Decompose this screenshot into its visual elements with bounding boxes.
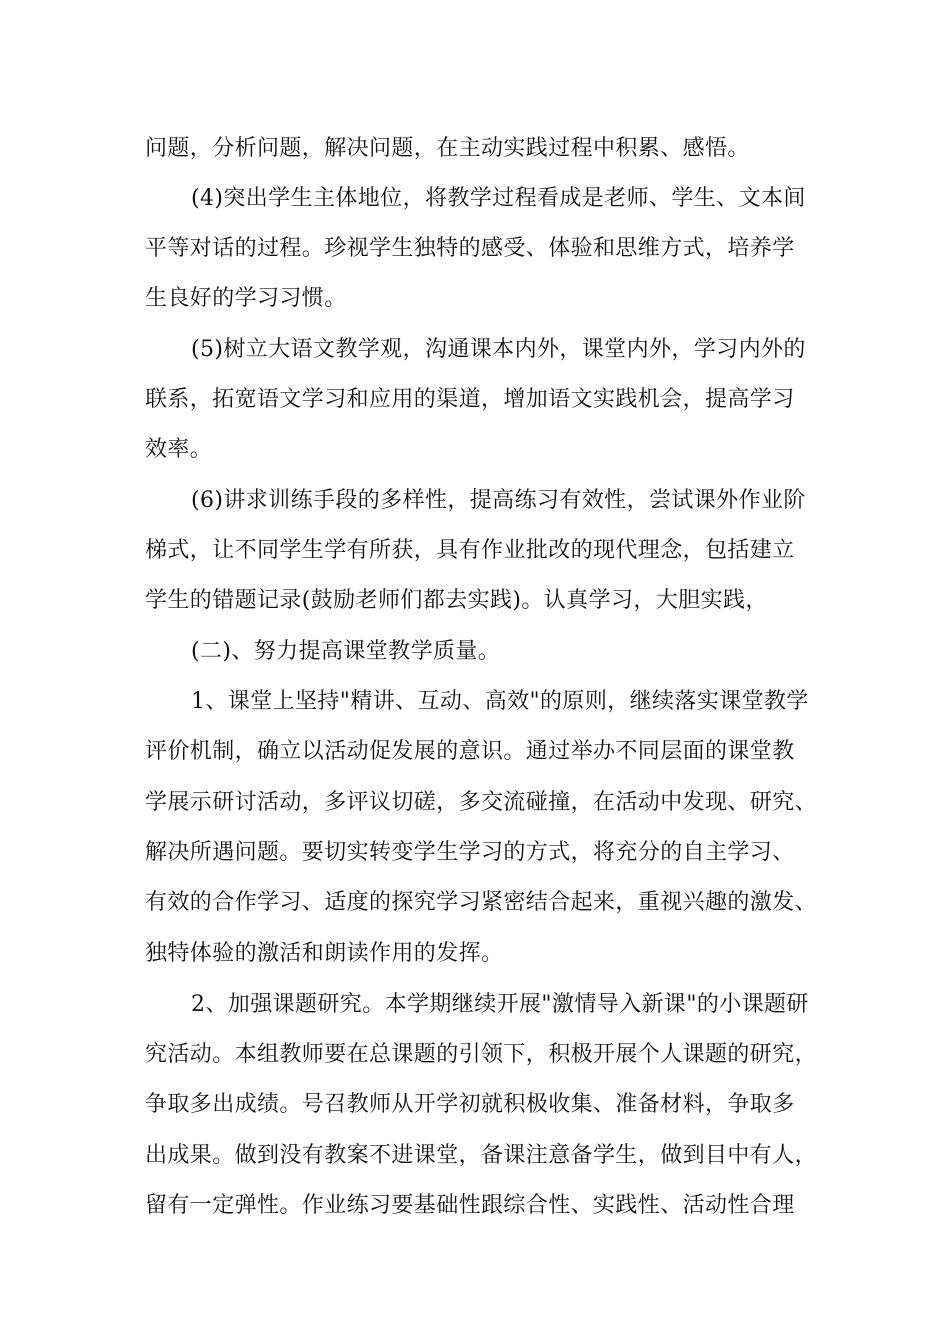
text-line: 联系，拓宽语文学习和应用的渠道，增加语文实践机会，提高学习 xyxy=(145,387,795,412)
text-line: (6)讲求训练手段的多样性，提高练习有效性，尝试课外作业阶 xyxy=(191,488,806,513)
text-line: 2、加强课题研究。本学期继续开展"激情导入新课"的小课题研 xyxy=(191,992,809,1017)
text-line: 学展示研讨活动，多评议切磋，多交流碰撞，在活动中发现、研究、 xyxy=(145,790,818,815)
text-line: 争取多出成绩。号召教师从开学初就积极收集、准备材料，争取多 xyxy=(145,1092,795,1117)
text-line: 解决所遇问题。要切实转变学生学习的方式，将充分的自主学习、 xyxy=(145,840,795,865)
text-line: 效率。 xyxy=(145,437,213,462)
text-line: 究活动。本组教师要在总课题的引领下，积极开展个人课题的研究， xyxy=(145,1042,818,1067)
text-line: 留有一定弹性。作业练习要基础性跟综合性、实践性、活动性合理 xyxy=(145,1193,795,1218)
text-line: 生良好的学习习惯。 xyxy=(145,286,347,311)
text-line: 独特体验的激活和朗读作用的发挥。 xyxy=(145,941,504,966)
text-line: 平等对话的过程。珍视学生独特的感受、体验和思维方式，培养学 xyxy=(145,236,795,261)
text-line: 有效的合作学习、适度的探究学习紧密结合起来，重视兴趣的激发、 xyxy=(145,890,818,915)
section-heading: (二)、努力提高课堂教学质量。 xyxy=(191,639,501,664)
text-line: 1、课堂上坚持"精讲、互动、高效"的原则，继续落实课堂教学 xyxy=(191,689,809,714)
text-line: 出成果。做到没有教案不进课堂，备课注意备学生，做到目中有人， xyxy=(145,1143,818,1168)
text-line: 梯式，让不同学生学有所获，具有作业批改的现代理念，包括建立 xyxy=(145,538,795,563)
text-line: 学生的错题记录(鼓励老师们都去实践)。认真学习，大胆实践， xyxy=(145,588,768,613)
text-line: 评价机制，确立以活动促发展的意识。通过举办不同层面的课堂教 xyxy=(145,739,795,764)
text-line: (4)突出学生主体地位，将教学过程看成是老师、学生、文本间 xyxy=(191,186,806,211)
text-line: (5)树立大语文教学观，沟通课本内外，课堂内外，学习内外的 xyxy=(191,337,806,362)
text-line: 问题，分析问题，解决问题，在主动实践过程中积累、感悟。 xyxy=(145,136,750,161)
